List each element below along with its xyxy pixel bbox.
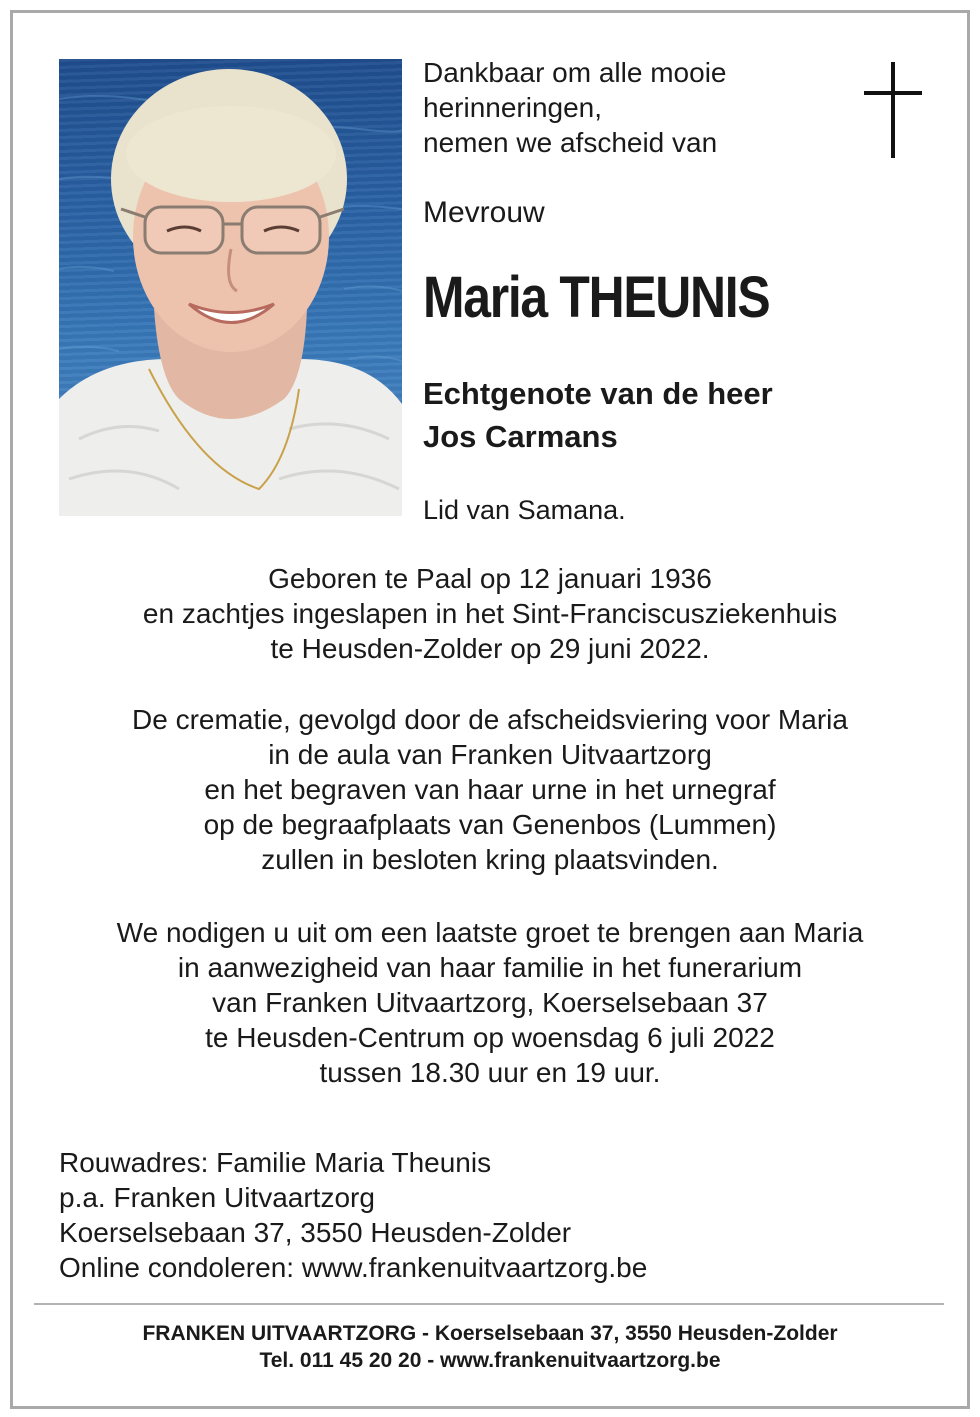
paragraph-line: in aanwezigheid van haar familie in het funerarium (177, 952, 803, 983)
footer-line-address: FRANKEN UITVAARTZORG - Koerselsebaan 37, 3550 Heusden-Zolder (142, 1322, 838, 1345)
paragraph-line: zullen in besloten kring plaatsvinden. (261, 844, 719, 875)
cross-icon (864, 62, 922, 158)
address-line: Rouwadres: Familie Maria Theunis (59, 1147, 492, 1178)
paragraph-line: en het begraven van haar urne in het urnegraf (204, 774, 776, 805)
paragraph-line: tussen 18.30 uur en 19 uur. (319, 1057, 661, 1088)
address-line: Koerselsebaan 37, 3550 Heusden-Zolder (59, 1217, 572, 1248)
visitation-paragraph (40, 915, 940, 1090)
paragraph-line: te Heusden-Zolder op 29 juni 2022. (270, 633, 710, 664)
birth-death-paragraph (40, 561, 940, 666)
footer-divider (34, 1303, 944, 1305)
ceremony-paragraph (40, 702, 940, 877)
deceased-name: Maria THEUNIS (423, 265, 770, 330)
mourning-address (59, 1145, 647, 1285)
paragraph-line: op de begraafplaats van Genenbos (Lummen) (203, 809, 777, 840)
intro-line: herinneringen, (423, 92, 603, 123)
condolence-link[interactable]: Online condoleren: www.frankenuitvaartzorg.be (59, 1252, 648, 1283)
footer-line-contact: Tel. 011 45 20 20 - www.frankenuitvaartzorg.be (259, 1349, 721, 1372)
portrait-photo (59, 59, 402, 516)
intro-line: nemen we afscheid van (423, 127, 718, 158)
paragraph-line: De crematie, gevolgd door de afscheidsviering voor Maria (132, 704, 848, 735)
paragraph-line: in de aula van Franken Uitvaartzorg (268, 739, 712, 770)
membership: Lid van Samana. (423, 495, 626, 525)
spouse-line: Jos Carmans (423, 419, 618, 454)
intro-text (423, 55, 843, 160)
spouse-line: Echtgenote van de heer (423, 376, 773, 411)
honorific: Mevrouw (423, 196, 545, 229)
address-line: p.a. Franken Uitvaartzorg (59, 1182, 375, 1213)
intro-line: Dankbaar om alle mooie (423, 57, 727, 88)
spouse-info (423, 372, 773, 458)
paragraph-line: en zachtjes ingeslapen in het Sint-Franciscusziekenhuis (142, 598, 838, 629)
paragraph-line: Geboren te Paal op 12 januari 1936 (268, 563, 712, 594)
paragraph-line: te Heusden-Centrum op woensdag 6 juli 2022 (205, 1022, 775, 1053)
paragraph-line: van Franken Uitvaartzorg, Koerselsebaan 37 (212, 987, 768, 1018)
paragraph-line: We nodigen u uit om een laatste groet te brengen aan Maria (116, 917, 864, 948)
funeral-home-footer (20, 1320, 960, 1374)
